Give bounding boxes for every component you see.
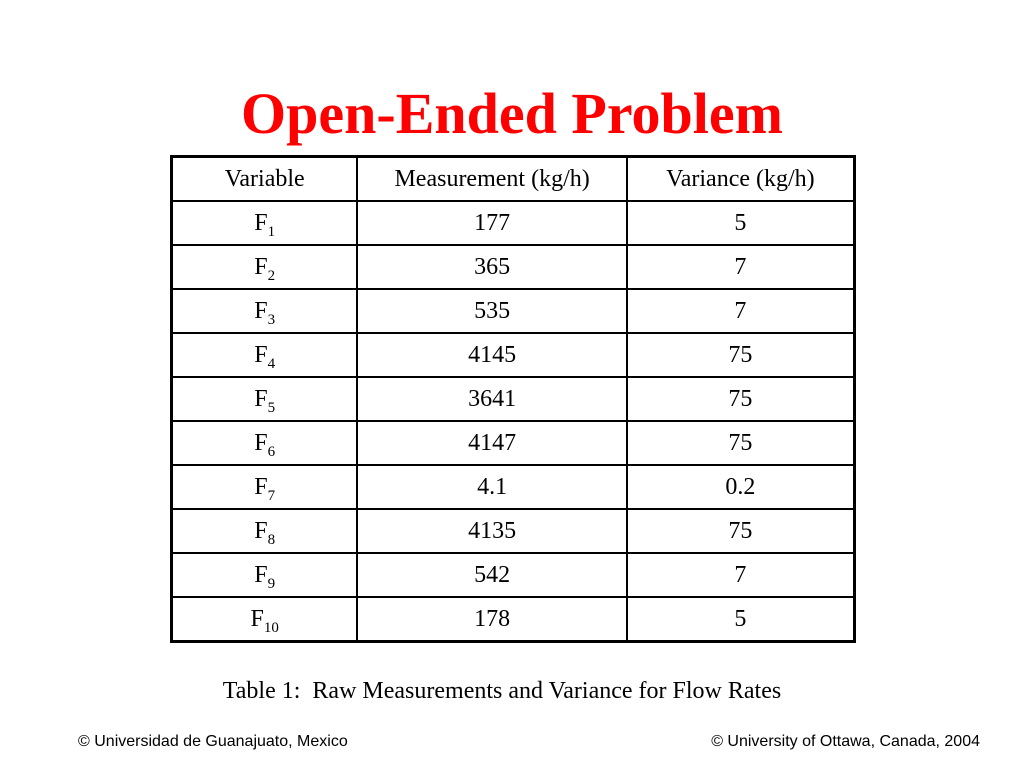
variance-cell: 5 [627, 201, 855, 245]
measurement-cell: 4147 [357, 421, 626, 465]
measurement-cell: 365 [357, 245, 626, 289]
header-measurement: Measurement (kg/h) [357, 157, 626, 202]
measurement-cell: 178 [357, 597, 626, 642]
variance-cell: 75 [627, 377, 855, 421]
variable-cell [172, 553, 358, 597]
variable-subscript: 2 [267, 267, 276, 284]
table-row [172, 245, 855, 289]
variable-cell [172, 377, 358, 421]
table-row [172, 597, 855, 642]
variable-symbol: F [254, 429, 268, 456]
footer-copyright-guanajuato: © Universidad de Guanajuato, Mexico [78, 733, 348, 750]
measurement-cell: 4145 [357, 333, 626, 377]
measurement-cell: 4.1 [357, 465, 626, 509]
variable-subscript: 9 [267, 575, 276, 592]
variable-subscript: 8 [267, 531, 276, 548]
variable-symbol: F [254, 253, 268, 280]
variable-symbol: F [254, 209, 268, 236]
variance-cell: 7 [627, 289, 855, 333]
table-row [172, 289, 855, 333]
variable-symbol: F [254, 341, 268, 368]
variable-cell [172, 333, 358, 377]
variable-symbol: F [254, 517, 268, 544]
variable-subscript: 5 [267, 399, 276, 416]
variance-cell: 75 [627, 421, 855, 465]
variable-cell [172, 245, 358, 289]
variance-cell: 7 [627, 553, 855, 597]
table-row [172, 465, 855, 509]
variable-cell [172, 421, 358, 465]
variable-cell [172, 509, 358, 553]
variable-symbol: F [254, 473, 268, 500]
variance-cell: 0.2 [627, 465, 855, 509]
variance-cell: 75 [627, 509, 855, 553]
variance-cell: 75 [627, 333, 855, 377]
variable-subscript: 1 [267, 223, 276, 240]
table-row [172, 201, 855, 245]
variable-subscript: 4 [267, 355, 276, 372]
header-variable: Variable [172, 157, 358, 202]
variable-symbol: F [254, 385, 268, 412]
table-caption: Table 1: Raw Measurements and Variance for Flow Rates [222, 678, 782, 704]
footer-copyright-ottawa: © University of Ottawa, Canada, 2004 [711, 733, 980, 750]
variable-cell [172, 289, 358, 333]
measurement-cell: 3641 [357, 377, 626, 421]
table-row [172, 333, 855, 377]
table-header-row [172, 157, 855, 202]
table-row [172, 377, 855, 421]
variable-cell [172, 465, 358, 509]
slide-title: Open-Ended Problem [241, 81, 783, 146]
measurements-table [170, 155, 856, 643]
table-row [172, 553, 855, 597]
variable-symbol: F [254, 297, 268, 324]
variable-symbol: F [250, 605, 264, 632]
table-row [172, 421, 855, 465]
measurement-cell: 542 [357, 553, 626, 597]
measurement-cell: 4135 [357, 509, 626, 553]
measurement-cell: 535 [357, 289, 626, 333]
variance-cell: 5 [627, 597, 855, 642]
variable-cell [172, 201, 358, 245]
variance-cell: 7 [627, 245, 855, 289]
variable-subscript: 3 [267, 311, 276, 328]
table-row [172, 509, 855, 553]
variable-subscript: 7 [267, 487, 276, 504]
variable-symbol: F [254, 561, 268, 588]
variable-subscript: 10 [263, 619, 279, 636]
variable-subscript: 6 [267, 443, 276, 460]
measurement-cell: 177 [357, 201, 626, 245]
variable-cell [172, 597, 358, 642]
header-variance: Variance (kg/h) [627, 157, 855, 202]
